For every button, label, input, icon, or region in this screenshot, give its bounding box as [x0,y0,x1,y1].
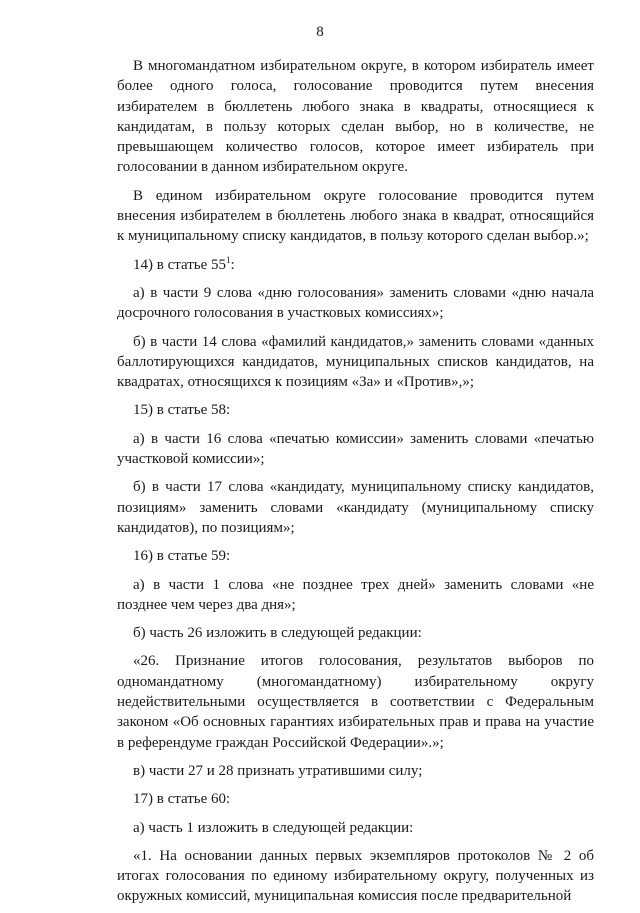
item-15-a: а) в части 16 слова «печатью комиссии» заменить словами «печатью участковой комиссии»; [117,430,594,468]
superscript: 1 [226,254,231,265]
item-17-a: а) часть 1 изложить в следующей редакции: [133,819,414,836]
paragraph-multimandate-voting: В многомандатном избирательном округе, в котором избиратель имеет более одного голоса, голосование проводится путем внесения избирателем в бюллетень любого знака в квадраты, относящиеся к кандидатам, в пользу которых сделан выбор, но в количестве, не превышающем количество голосов, которое имеет избиратель при голосовании в данном избирательном округе. [117,58,594,176]
page-number: 8 [316,24,324,40]
quoted-part-1: «1. На основании данных первых экземпляров протоколов № 2 об итогах голосования по единому избирательному округу, полученных из окружных комиссий, муниципальная комиссия после предварительной [117,847,594,905]
item-14-a: а) в части 9 слова «дню голосования» заменить словами «дню начала досрочного голосования в участковых комиссиях»; [117,284,594,322]
quoted-part-26: «26. Признание итогов голосования, результатов выборов по одномандатному (многомандатному) избирательному округу недействительными осуществляется в соответствии с Федеральным законом «Об основных гарантиях избирательных прав и права на участие в референдуме граждан Российской Федерации».»; [117,653,594,751]
item-14-b: б) в части 14 слова «фамилий кандидатов,» заменить словами «данных баллотирующихся кандидатов, муниципальных списков кандидатов, на квадратах, относящихся к позициям «За» и «Против»,»; [117,333,594,391]
item-16-c: в) части 27 и 28 признать утратившими силу; [133,762,423,779]
item-14-heading [117,255,594,275]
item-15-heading: 15) в статье 58: [133,402,231,419]
item-16-a: а) в части 1 слова «не позднее трех дней» заменить словами «не позднее чем через два дня»; [117,576,594,613]
item-16-b: б) часть 26 изложить в следующей редакции: [133,625,422,642]
paragraph-single-district-voting: В едином избирательном округе голосование проводится путем внесения избирателем в бюллетень любого знака в квадрат, относящийся к муниципальному списку кандидатов, в пользу которого сделан выбор.»; [117,187,594,245]
item-15-b: б) в части 17 слова «кандидату, муниципальному списку кандидатов, позициям» заменить словами «кандидату (муниципальному списку кандидатов), по позициям»; [117,479,594,536]
item-17-heading: 17) в статье 60: [133,791,231,808]
item-14-text: 14) в статье 55 [133,256,227,273]
item-14-colon: : [230,256,235,273]
item-16-heading: 16) в статье 59: [133,548,231,565]
document-body [117,56,594,913]
